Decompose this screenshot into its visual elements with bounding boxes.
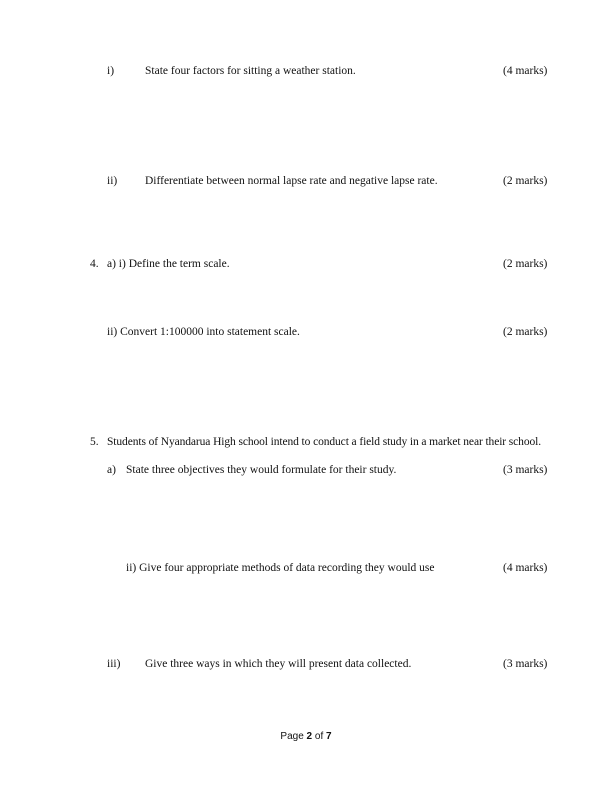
question-text: Give three ways in which they will present data collected. xyxy=(145,658,412,670)
page-footer xyxy=(0,731,612,742)
question-marks: (3 marks) xyxy=(503,464,548,476)
question-number: i) xyxy=(107,65,115,77)
page-label: Page xyxy=(280,731,307,742)
question-marks: (4 marks) xyxy=(503,562,548,574)
question-text: State four factors for sitting a weather station. xyxy=(145,65,356,77)
question-text: State three objectives they would formulate for their study. xyxy=(126,464,397,476)
question-text: Students of Nyandarua High school intend to conduct a field study in a market near their school. xyxy=(107,436,541,448)
question-number: iii) xyxy=(107,658,121,670)
question-text: ii) Convert 1:100000 into statement scale. xyxy=(107,326,300,338)
total-page-count: 7 xyxy=(326,731,332,742)
question-marks: (3 marks) xyxy=(503,658,548,670)
question-marks: (2 marks) xyxy=(503,326,548,338)
current-page-number: 2 xyxy=(306,731,313,742)
question-marks: (2 marks) xyxy=(503,258,548,270)
question-marks: (2 marks) xyxy=(503,175,548,187)
question-number: a) xyxy=(107,464,116,476)
question-number: 4. xyxy=(90,258,99,270)
question-text: Differentiate between normal lapse rate and negative lapse rate. xyxy=(145,175,438,187)
question-text: a) i) Define the term scale. xyxy=(107,258,230,270)
question-number: 5. xyxy=(90,436,99,448)
question-number: ii) xyxy=(107,175,118,187)
question-text: ii) Give four appropriate methods of data recording they would use xyxy=(126,562,435,574)
question-marks: (4 marks) xyxy=(503,65,548,77)
page-of-label: of xyxy=(312,731,327,742)
